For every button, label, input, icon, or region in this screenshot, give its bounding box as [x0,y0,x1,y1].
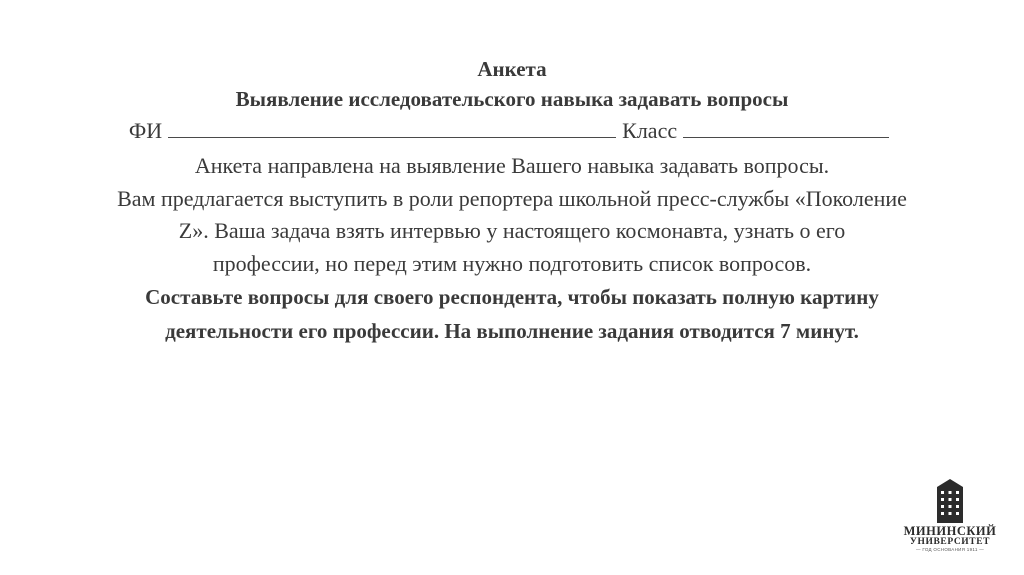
intro-text: Анкета направлена на выявление Вашего навыка задавать вопросы. [194,153,830,178]
class-label: Класс [622,118,678,143]
task-text-line-3: профессии, но перед этим нужно подготовить список вопросов. [212,251,812,276]
task-text-line-2: Z». Ваша задача взять интервью у настоящего космонавта, узнать о его [178,218,846,243]
instruction-line-2: деятельности его профессии. На выполнение задания отводится 7 минут. [165,319,859,343]
page-title: Анкета [477,57,547,81]
class-blank-line[interactable] [683,119,889,138]
university-logo [890,479,1010,567]
logo-subtitle: УНИВЕРСИТЕТ [909,537,991,547]
page-subtitle: Выявление исследовательского навыка задавать вопросы [235,87,789,111]
logo-name: МИНИНСКИЙ [903,524,997,538]
university-building-icon [937,479,963,523]
logo-founded: — ГОД ОСНОВАНИЯ 1911 — [916,547,984,552]
fi-label: ФИ [128,118,163,143]
task-text-line-1: Вам предлагается выступить в роли репортера школьной пресс-службы «Поколение [117,186,907,211]
name-class-row [20,115,1004,146]
instruction-line-1: Составьте вопросы для своего респондента, чтобы показать полную картину [145,285,879,309]
questionnaire [20,54,1004,348]
fi-blank-line[interactable] [168,119,616,138]
